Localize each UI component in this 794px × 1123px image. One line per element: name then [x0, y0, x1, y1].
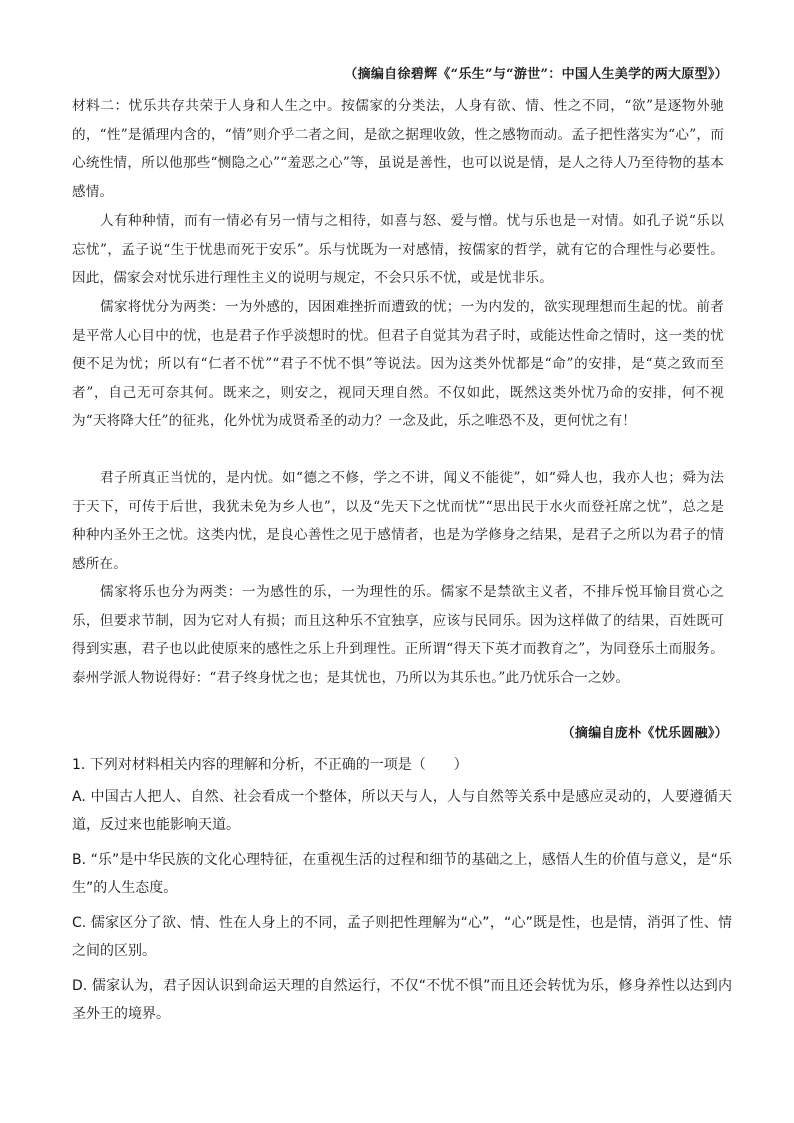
source-citation-2: （摘编自庞朴《忧乐圆融》） — [561, 726, 728, 741]
option-b[interactable]: B. “乐”是中华民族的文化心理特征，在重视生活的过程和细节的基础之上，感悟人生的价值与意义，是“乐生”的人生态度。 — [72, 852, 732, 896]
material-2-paragraph-2: 人有种种情，而有一情必有另一情与之相待，如喜与怒、爱与憎。忧与乐也是一对情。如孔子说“乐以忘忧”，孟子说“生于忧患而死于安乐”。乐与忧既为一对感情，按儒家的哲学，就有它的合理性与必要性。因此，儒家会对忧乐进行理性主义的说明与规定，不会只乐不忧，或是忧非乐。 — [72, 213, 724, 287]
source-citation-1: （摘编自徐碧辉《“乐生”与“游世”：中国人生美学的两大原型》） — [344, 67, 728, 82]
material-2-paragraph-1: 材料二：忧乐共存共荣于人身和人生之中。按儒家的分类法，人身有欲、情、性之不同，“欲”是逐物外驰的，“性”是循理内含的，“情”则介乎二者之间，是欲之据理收敛，性之感物而动。孟子把性落实为“心”，而心统性情，所以他那些“恻隐之心”“羞恶之心”等，虽说是善性，也可以说是情，是人之待人乃至待物的基本感情。 — [72, 98, 724, 200]
material-2-paragraph-5: 儒家将乐也分为两类：一为感性的乐，一为理性的乐。儒家不是禁欲主义者，不排斥悦耳愉目赏心之乐，但要求节制，因为它对人有损；而且这种乐不宜独享，应该与民同乐。因为这样做了的结果，百姓既可得到实惠，君子也以此使原来的感性之乐上升到理性。正所谓“得天下英才而教育之”，为同登乐土而服务。泰州学派人物说得好：“君子终身忧之也；是其忧也，乃所以为其乐也。”此乃忧乐合一之妙。 — [72, 584, 724, 686]
option-d[interactable]: D. 儒家认为，君子因认识到命运天理的自然运行，不仅“不忧不惧”而且还会转忧为乐，修身养性以达到内圣外王的境界。 — [72, 978, 732, 1022]
material-2-paragraph-4: 君子所真正当忧的，是内忧。如“德之不修，学之不讲，闻义不能徙”，如“舜人也，我亦人也；舜为法于天下，可传于后世，我犹未免为乡人也”，以及“先天下之忧而忧”“思出民于水火而登衽席之忧”，总之是种种内圣外王之忧。这类内忧，是良心善性之见于感情者，也是为学修身之结果，是君子之所以为君子的情感所在。 — [72, 470, 724, 572]
material-2-paragraph-3: 儒家将忧分为两类：一为外感的，因困难挫折而遭致的忧；一为内发的，欲实现理想而生起的忧。前者是平常人心目中的忧，也是君子作乎淡想时的忧。但君子自觉其为君子时，或能达性命之情时，这一类的忧便不足为忧；所以有“仁者不忧”“君子不忧不惧”等说法。因为这类外忧都是“命”的安排，是“莫之致而至者”，自己无可奈其何。既来之，则安之，视同天理自然。不仅如此，既然这类外忧乃命的安排，何不视为“天将降大任”的征兆，化外忧为成贤希圣的动力？一念及此，乐之唯恐不及，更何忧之有！ — [72, 299, 724, 430]
option-c[interactable]: C. 儒家区分了欲、情、性在人身上的不同，孟子则把性理解为“心”，“心”既是性，也是情，消弭了性、情之间的区别。 — [72, 915, 732, 959]
question-stem: 1. 下列对材料相关内容的理解和分析，不正确的一项是（ ） — [72, 757, 468, 773]
option-a[interactable]: A. 中国古人把人、自然、社会看成一个整体，所以天与人，人与自然等关系中是感应灵动的，人要遵循天道，反过来也能影响天道。 — [72, 789, 732, 833]
